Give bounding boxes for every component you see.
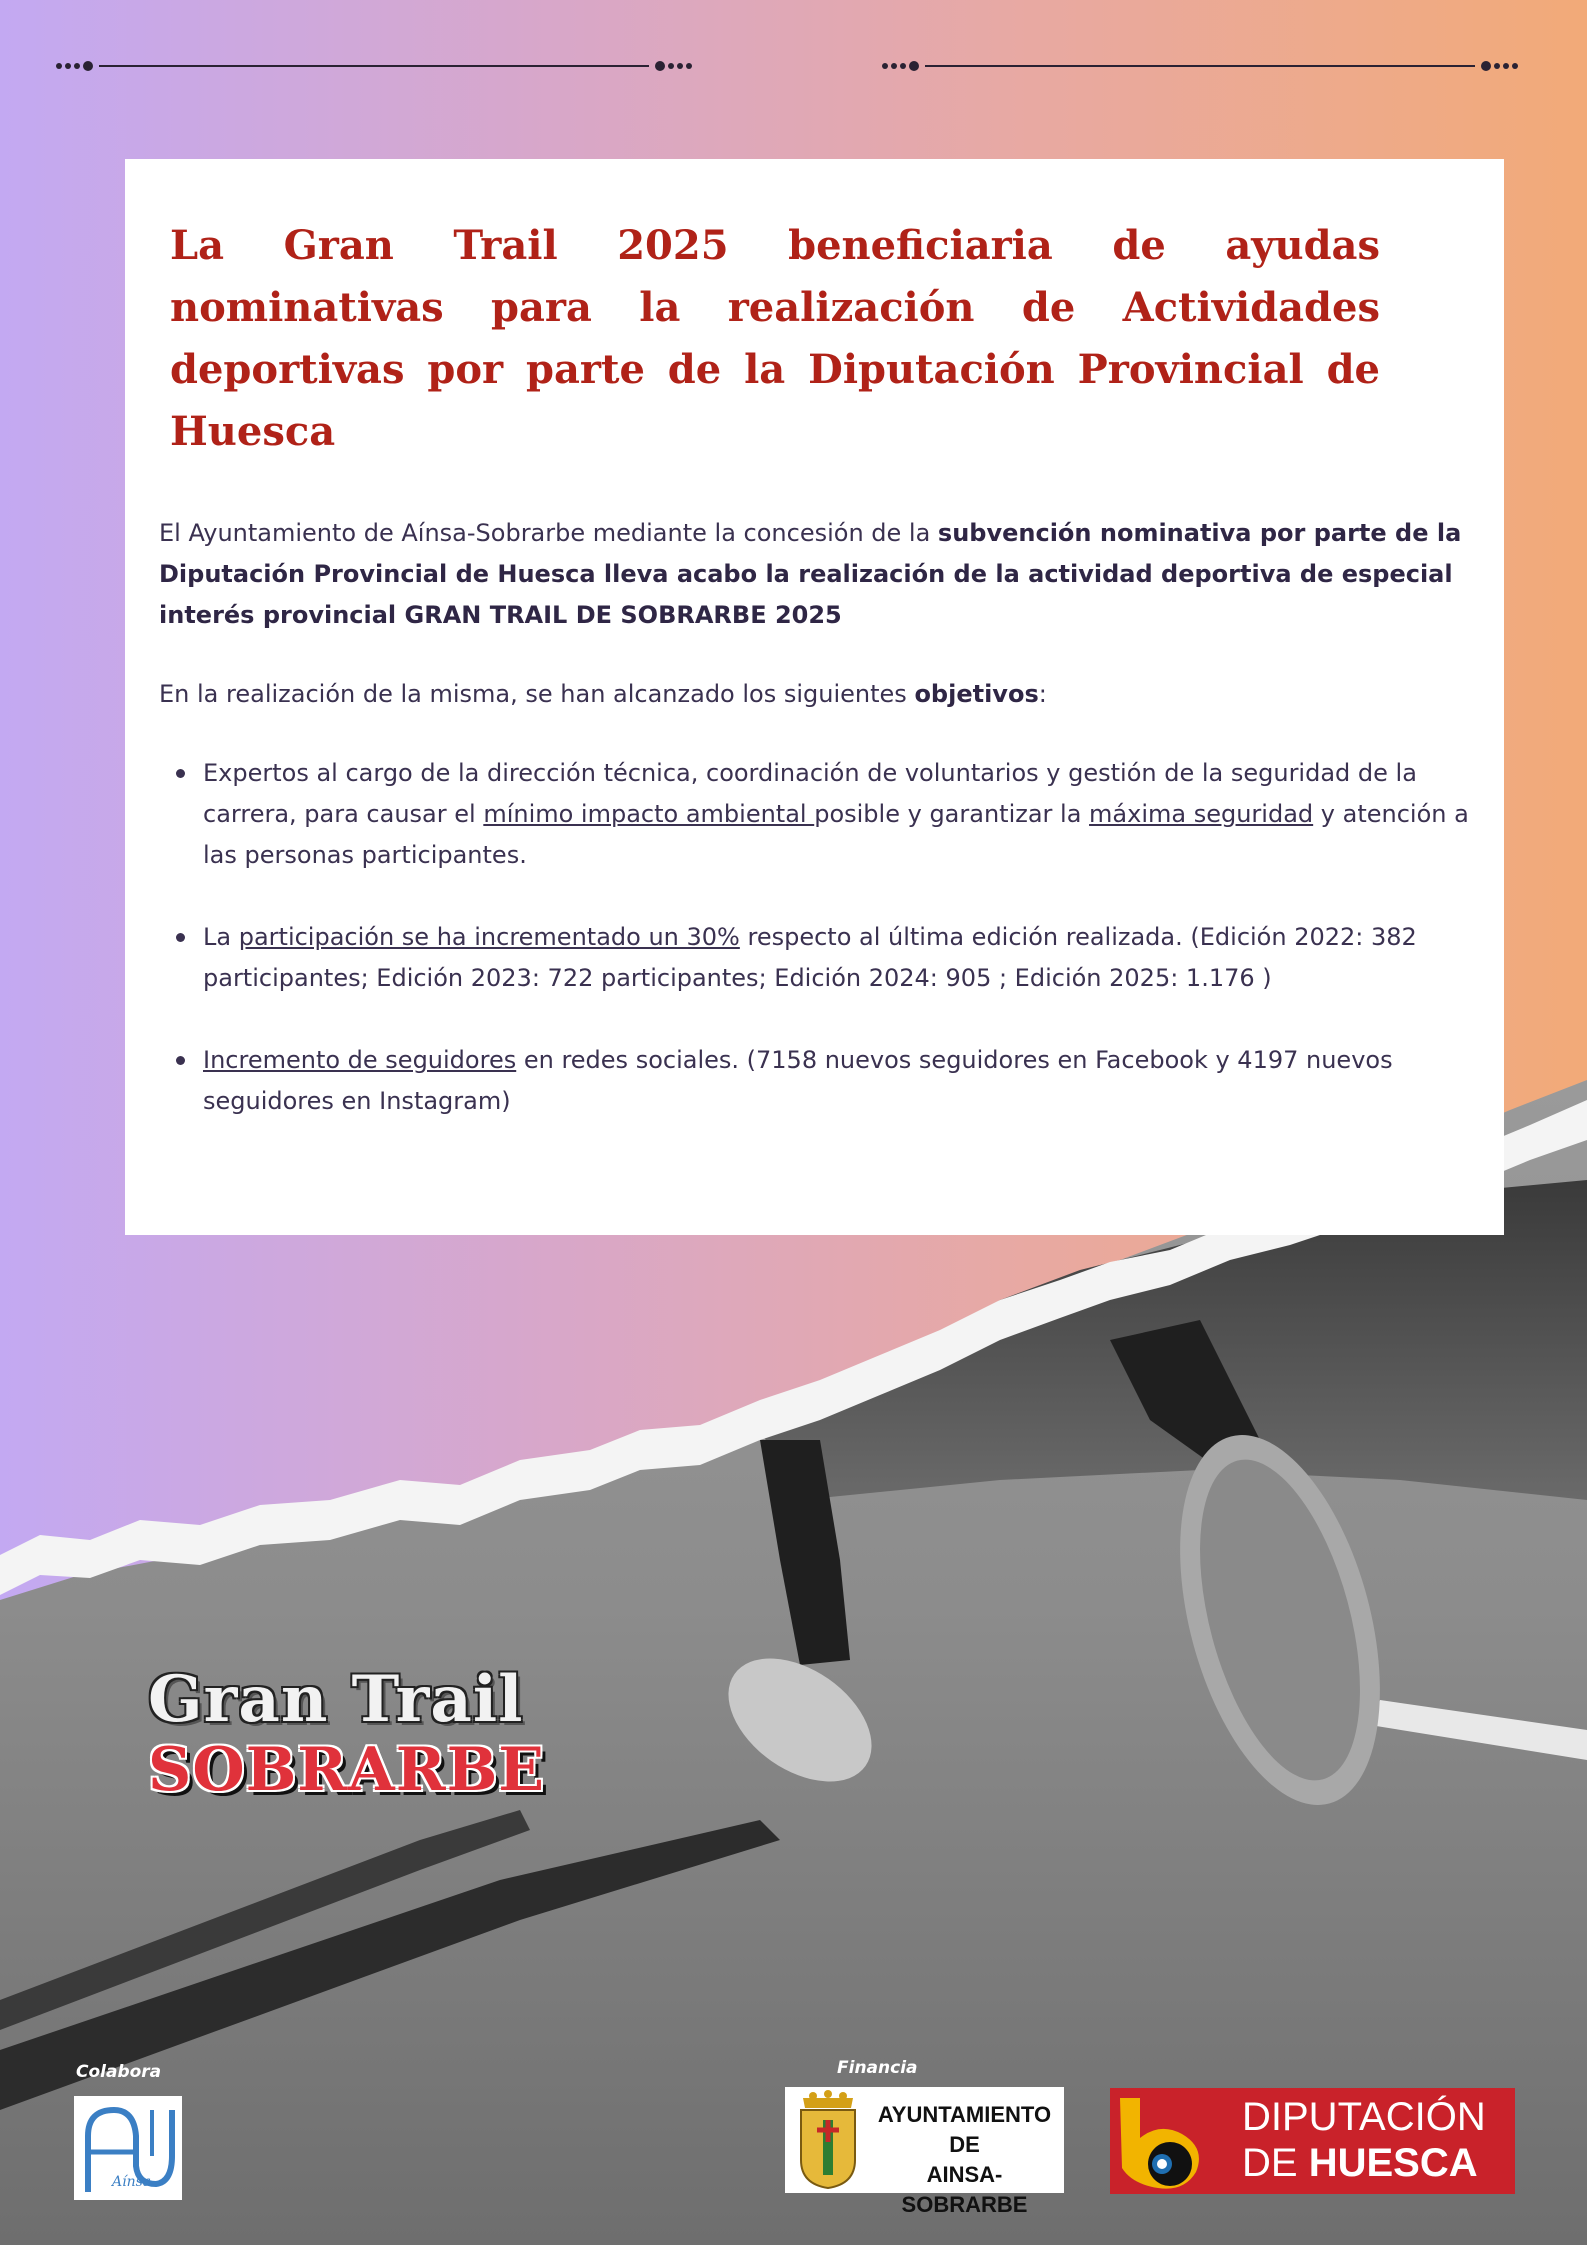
dph-line-2-prefix: DE bbox=[1242, 2141, 1309, 2185]
intro-bold-text: subvención nominativa por parte de la Diputación Provincial de Huesca lleva acabo la realización de la actividad deportiva de especial interés provincial GRAN TRAIL DE SOBRARBE 2025 bbox=[159, 519, 1462, 629]
intro-paragraph bbox=[159, 513, 1479, 636]
list-item-text: Expertos al cargo de la dirección técnica, coordinación de voluntarios y gestión de la seguridad de la carrera, para causar el bbox=[203, 759, 1417, 828]
body-text bbox=[159, 513, 1479, 1163]
financia-label: Financia bbox=[837, 2058, 918, 2078]
objectives-list bbox=[159, 753, 1479, 1122]
intro-text: El Ayuntamiento de Aínsa-Sobrarbe mediante la concesión de la bbox=[159, 519, 938, 547]
list-item-text: posible y garantizar la bbox=[814, 800, 1090, 828]
objectives-bold: objetivos bbox=[914, 680, 1039, 708]
objectives-intro bbox=[159, 674, 1479, 715]
diputacion-huesca-logo bbox=[1110, 2088, 1515, 2194]
content-card bbox=[125, 159, 1504, 1235]
dph-line-2 bbox=[1242, 2140, 1486, 2186]
list-item-text: La bbox=[203, 923, 239, 951]
ayuntamiento-logo bbox=[785, 2087, 1064, 2217]
ayuntamiento-line-2: AINSA-SOBRARBE bbox=[901, 2162, 1028, 2217]
objectives-text: En la realización de la misma, se han alcanzado los siguientes bbox=[159, 680, 915, 708]
underlined-text: Incremento de seguidores bbox=[203, 1046, 517, 1074]
underlined-text: participación se ha incrementado un 30% bbox=[238, 923, 740, 951]
ayuntamiento-line-1: AYUNTAMIENTO DE bbox=[877, 2102, 1052, 2157]
objectives-colon: : bbox=[1038, 680, 1047, 708]
underlined-text: mínimo impacto ambiental bbox=[483, 800, 815, 828]
list-item bbox=[159, 1040, 1479, 1122]
ainsa-script-text: Aínsa bbox=[112, 2174, 152, 2190]
list-item bbox=[159, 917, 1479, 999]
colabora-label: Colabora bbox=[76, 2062, 162, 2082]
underlined-text: máxima seguridad bbox=[1089, 800, 1314, 828]
gran-trail-logo bbox=[148, 1662, 568, 1805]
logo-line-2: SOBRARBE bbox=[148, 1735, 546, 1805]
bullet-icon bbox=[176, 933, 185, 942]
logo-line-1: Gran Trail bbox=[148, 1662, 524, 1737]
list-item-text: respecto al última edición realizada. (Edición 2022: 382 participantes; Edición 2023: 722 participantes; Edición 2024: 905 ; Edición 2025: 1.176 ) bbox=[203, 923, 1417, 992]
list-item-text: y atención a las personas participantes. bbox=[203, 800, 1469, 869]
ainsa-logo bbox=[74, 2096, 182, 2200]
coat-of-arms-icon bbox=[793, 2090, 863, 2190]
dph-line-2-bold: HUESCA bbox=[1308, 2141, 1478, 2185]
bullet-icon bbox=[176, 769, 185, 778]
dph-emblem-icon bbox=[1110, 2088, 1220, 2194]
page-title: La Gran Trail 2025 beneficiaria de ayudas nominativas para la realización de Actividades deportivas por parte de la Diputación Provincial de Huesca bbox=[170, 222, 1380, 455]
list-item bbox=[159, 753, 1479, 876]
bullet-icon bbox=[176, 1056, 185, 1065]
dph-line-1: DIPUTACIÓN bbox=[1242, 2095, 1486, 2139]
list-item-text: en redes sociales. (7158 nuevos seguidores en Facebook y 4197 nuevos seguidores en Instagram) bbox=[203, 1046, 1393, 1115]
